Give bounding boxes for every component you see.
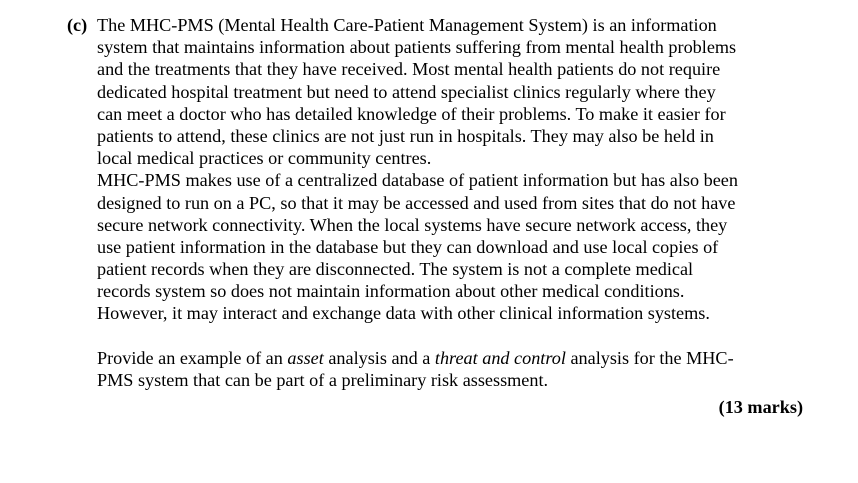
task-line-1: [97, 347, 817, 369]
question-body: [97, 14, 817, 391]
marks-allocation: (13 marks): [718, 397, 803, 417]
context-paragraph-1: [97, 14, 817, 169]
task-text: Provide an example of an: [97, 347, 288, 368]
text-line: system that maintains information about patients suffering from mental health problems: [97, 37, 737, 58]
task-text: analysis for the MHC-: [565, 347, 734, 368]
task-emphasis-threat-control: threat and control: [434, 347, 566, 368]
text-line: and the treatments that they have received. Most mental health patients do not require: [97, 59, 721, 80]
context-paragraph-2: [97, 169, 817, 324]
task-line-2: PMS system that can be part of a preliminary risk assessment.: [97, 370, 549, 390]
text-line: local medical practices or community centres.: [97, 148, 432, 169]
question-part-label: (c): [67, 15, 88, 35]
text-line: MHC-PMS makes use of a centralized database of patient information but has also been: [97, 170, 738, 191]
task-text: analysis and a: [323, 347, 435, 368]
text-line: patient records when they are disconnected. The system is not a complete medical: [97, 259, 694, 280]
paragraph-spacer: [97, 325, 817, 347]
text-line: secure network connectivity. When the local systems have secure network access, they: [97, 214, 728, 235]
text-line: can meet a doctor who has detailed knowledge of their problems. To make it easier for: [97, 103, 726, 124]
text-line: dedicated hospital treatment but need to attend specialist clinics regularly where they: [97, 81, 716, 102]
text-line: records system so does not maintain information about other medical conditions.: [97, 281, 685, 302]
text-line: designed to run on a PC, so that it may be accessed and used from sites that do not have: [97, 192, 736, 213]
text-line: However, it may interact and exchange data with other clinical information systems.: [97, 303, 710, 324]
text-line: patients to attend, these clinics are not just run in hospitals. They may also be held in: [97, 125, 714, 146]
text-line: The MHC-PMS (Mental Health Care-Patient Management System) is an information: [97, 15, 717, 35]
task-instruction: [97, 347, 817, 391]
task-emphasis-asset: asset: [287, 347, 324, 368]
text-line: use patient information in the database but they can download and use local copies of: [97, 236, 719, 257]
